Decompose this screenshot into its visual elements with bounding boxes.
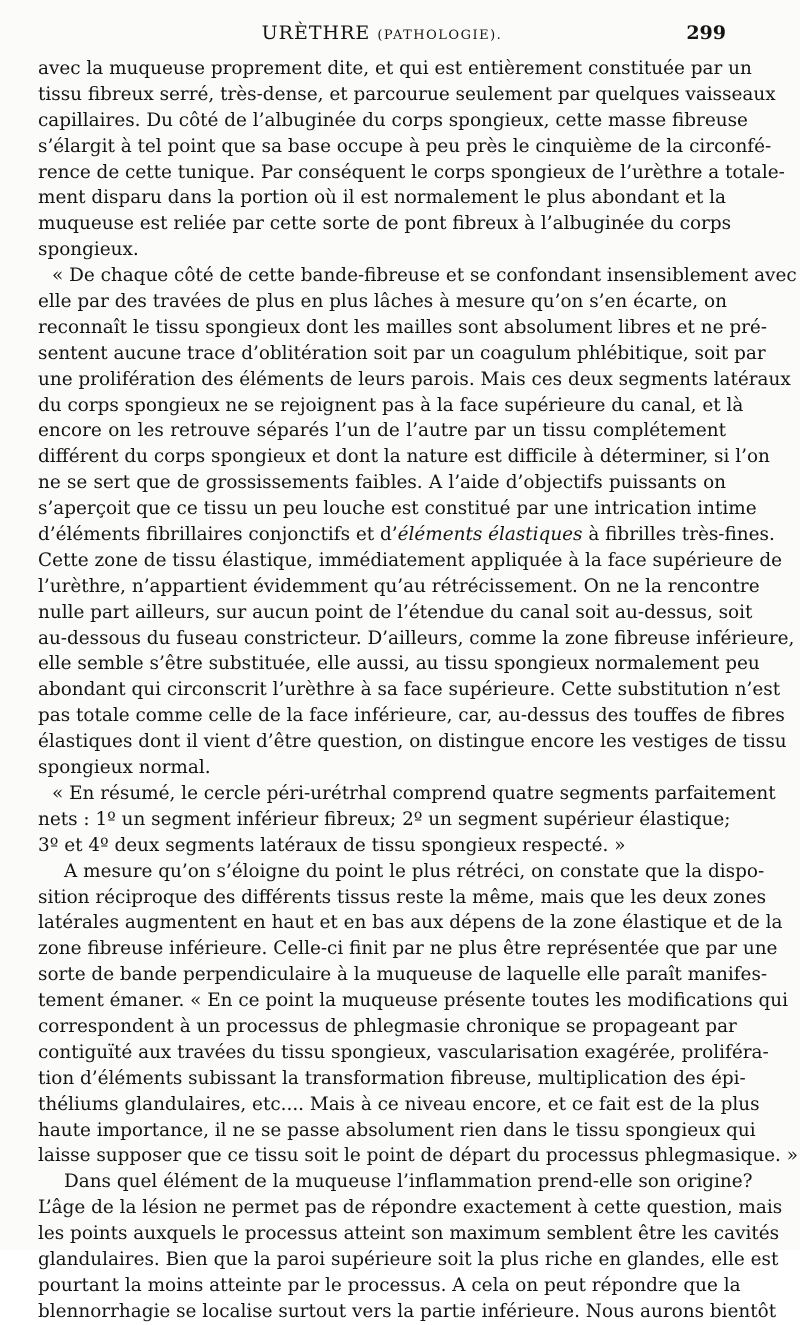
running-title-sub: (PATHOLOGIE). <box>377 28 503 43</box>
text-line: 3º et 4º deux segments latéraux de tissu spongieux respecté. » <box>38 834 626 856</box>
text-line: « De chaque côté de cette bande-fibreuse et se confondant insensiblement avec <box>52 265 797 287</box>
text-line: sentent aucune trace d’oblitération soit par un coagulum phlébitique, soit par <box>38 342 766 364</box>
text-line: théliums glandulaires, etc.... Mais à ce niveau encore, et ce fait est de la plus <box>38 1093 760 1115</box>
text-line: contiguïté aux travées du tissu spongieux, vascularisation exagérée, proliféra- <box>38 1041 769 1063</box>
text-line: haute importance, il ne se passe absolument rien dans le tissu spongieux qui <box>38 1119 756 1141</box>
text-line: elle par des travées de plus en plus lâches à mesure qu’on s’en écarte, on <box>38 291 727 313</box>
text-line: les points auxquels le processus atteint son maximum semblent être les cavités <box>38 1223 780 1245</box>
text-line: élastiques dont il vient d’être question, on distingue encore les vestiges de tissu <box>38 731 787 753</box>
text-line: nets : 1º un segment inférieur fibreux; 2º un segment supérieur élastique; <box>38 808 731 830</box>
text-line: s’aperçoit que ce tissu un peu louche est constitué par une intrication intime <box>38 498 757 520</box>
text-line: correspondent à un processus de phlegmasie chronique se propageant par <box>38 1015 737 1037</box>
text-line: tissu fibreux serré, très-dense, et parcourue seulement par quelques vaisseaux <box>38 83 776 105</box>
text-line: pourtant la moins atteinte par le processus. A cela on peut répondre que la <box>38 1274 741 1296</box>
text-line: abondant qui circonscrit l’urèthre à sa face supérieure. Cette substitution n’est <box>38 679 781 701</box>
running-title <box>38 22 726 44</box>
text-line: muqueuse est reliée par cette sorte de pont fibreux à l’albuginée du corps <box>38 213 732 235</box>
text-line: glandulaires. Bien que la paroi supérieure soit la plus riche en glandes, elle est <box>38 1248 779 1270</box>
text-line: spongieux. <box>38 239 139 261</box>
text-line: laisse supposer que ce tissu soit le point de départ du processus phlegmasique. » <box>38 1145 798 1167</box>
text-line: capillaires. Du côté de l’albuginée du corps spongieux, cette masse fibreuse <box>38 109 748 131</box>
text-line: tement émaner. « En ce point la muqueuse présente toutes les modifications qui <box>38 990 789 1012</box>
text-line: ne se sert que de grossissements faibles. A l’aide d’objectifs puissants on <box>38 472 726 494</box>
text-line: elle semble s’être substituée, elle aussi, au tissu spongieux normalement peu <box>38 653 760 675</box>
text-line: Dans quel élément de la muqueuse l’inflammation prend-elle son origine? <box>64 1171 753 1193</box>
text-line: L’âge de la lésion ne permet pas de répondre exactement à cette question, mais <box>38 1197 783 1219</box>
text-line: « En résumé, le cercle péri-urétrhal comprend quatre segments parfaitement <box>52 782 776 804</box>
text-line: reconnaît le tissu spongieux dont les mailles sont absolument libres et ne pré- <box>38 316 767 338</box>
text-line: zone fibreuse inférieure. Celle-ci finit par ne plus être représentée que par une <box>38 938 778 960</box>
text-line: rence de cette tunique. Par conséquent le corps spongieux de l’urèthre a totale- <box>38 161 785 183</box>
text-line: différent du corps spongieux et dont la nature est difficile à déterminer, si l’on <box>38 446 770 468</box>
text-line: sorte de bande perpendiculaire à la muqueuse de laquelle elle paraît manifes- <box>38 964 768 986</box>
text-line: tion d’éléments subissant la transformation fibreuse, multiplication des épi- <box>38 1067 746 1089</box>
running-header <box>38 22 726 52</box>
running-title-main: URÈTHRE <box>261 22 371 44</box>
text-line: latérales augmentent en haut et en bas aux dépens de la zone élastique et de la <box>38 912 783 934</box>
text-line: pas totale comme celle de la face inférieure, car, au-dessus des touffes de fibres <box>38 705 785 727</box>
text-line: sition réciproque des différents tissus reste la même, mais que les deux zones <box>38 886 767 908</box>
text-line: nulle part ailleurs, sur aucun point de l’étendue du canal soit au-dessus, soit <box>38 601 753 623</box>
text-line: A mesure qu’on s’éloigne du point le plus rétréci, on constate que la dispo- <box>64 860 765 882</box>
text-line: avec la muqueuse proprement dite, et qui est entièrement constituée par un <box>38 58 752 79</box>
text-line: encore on les retrouve séparés l’un de l’autre par un tissu complétement <box>38 420 726 442</box>
text-line: blennorrhagie se localise surtout vers la partie inférieure. Nous aurons bientôt <box>38 1300 777 1322</box>
text-line: Cette zone de tissu élastique, immédiatement appliquée à la face supérieure de <box>38 549 783 571</box>
text-line: d’éléments fibrillaires conjonctifs et d’éléments élastiques à fibrilles très-fines. <box>38 524 775 546</box>
text-line: au-dessous du fuseau constricteur. D’ailleurs, comme la zone fibreuse inférieure, <box>38 627 795 649</box>
text-line: s’élargit à tel point que sa base occupe à peu près le cinquième de la circonfé- <box>38 135 772 157</box>
text-line: spongieux normal. <box>38 757 211 779</box>
text-line: du corps spongieux ne se rejoignent pas à la face supérieure du canal, et là <box>38 394 744 416</box>
page-number: 299 <box>686 22 726 44</box>
text-line: l’urèthre, n’appartient évidemment qu’au rétrécissement. On ne la rencontre <box>38 575 760 597</box>
text-line: une prolifération des éléments de leurs parois. Mais ces deux segments latéraux <box>38 368 791 390</box>
text-line: ment disparu dans la portion où il est normalement le plus abondant et la <box>38 187 726 209</box>
body-text <box>38 56 798 1325</box>
